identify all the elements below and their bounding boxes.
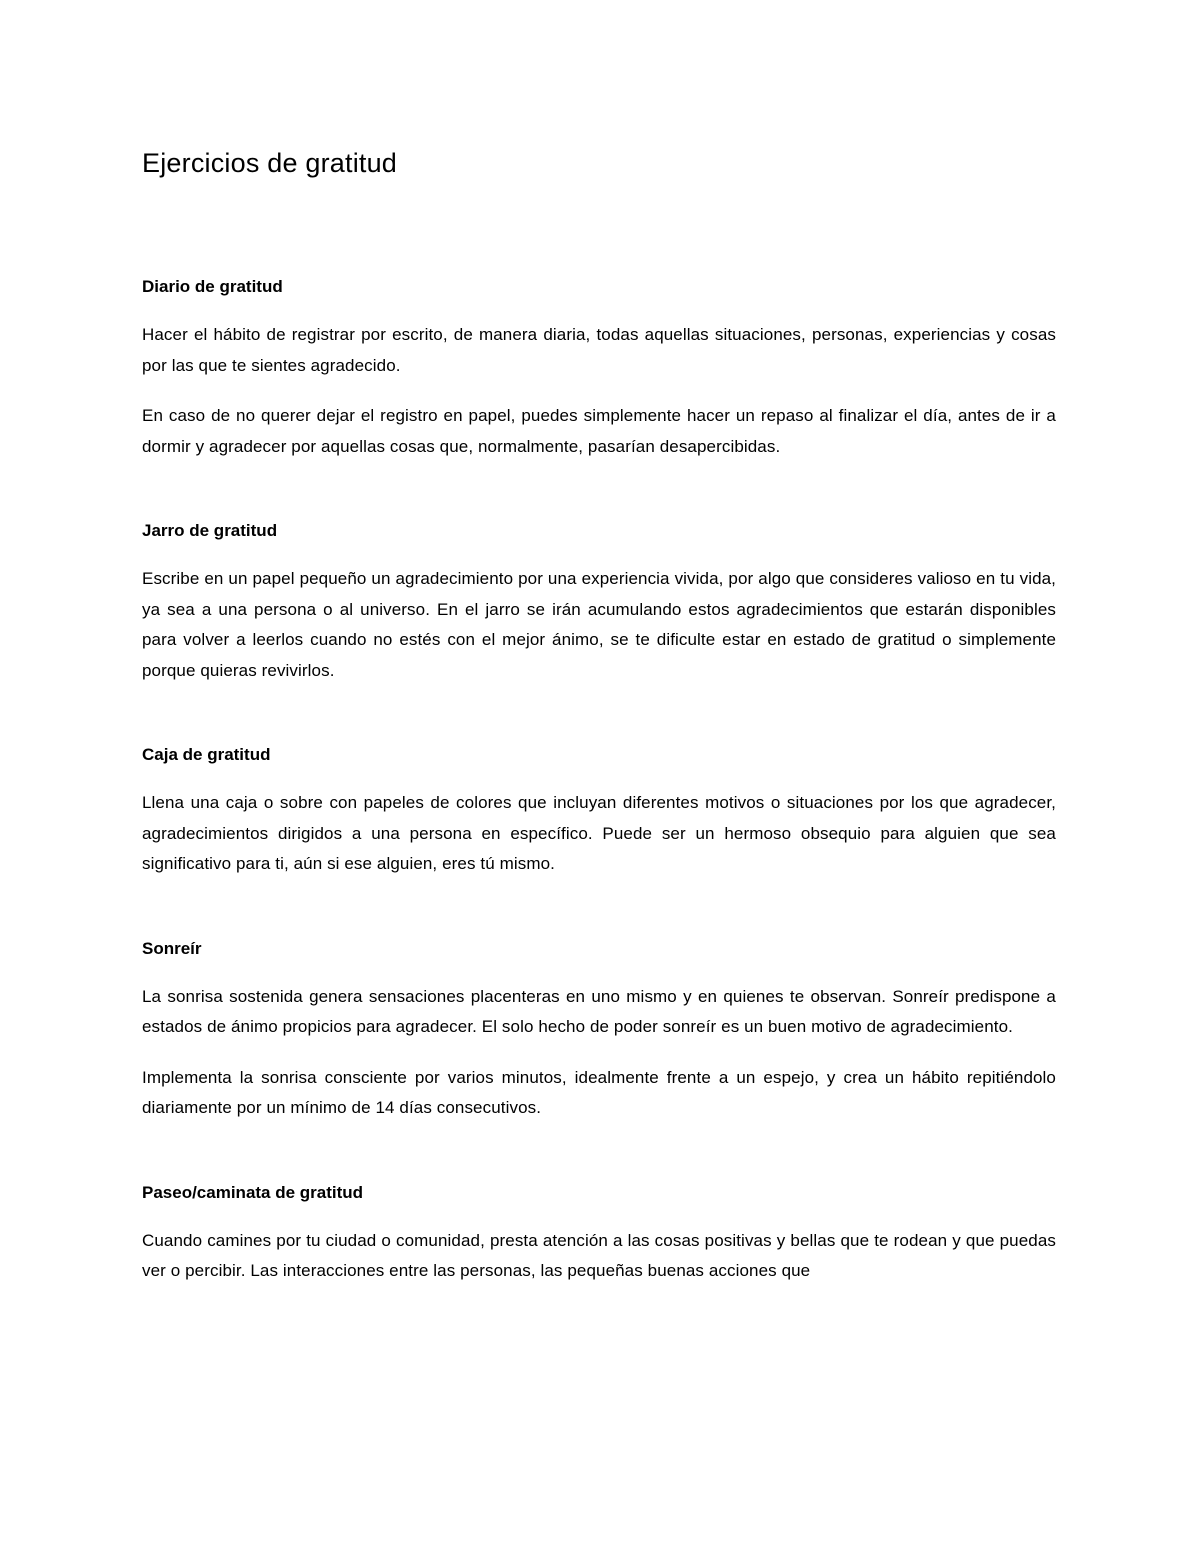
section-paseo <box>142 1180 1056 1287</box>
paragraph: Escribe en un papel pequeño un agradecimiento por una experiencia vivida, por algo que consideres valioso en tu vida, ya sea a una persona o al universo. En el jarro se irán acumulando estos agradecimientos que estarán disponibles para volver a leerlos cuando no estés con el mejor ánimo, se te dificulte estar en estado de gratitud o simplemente porque quieras revivirlos. <box>142 569 1056 680</box>
paragraph: En caso de no querer dejar el registro en papel, puedes simplemente hacer un repaso al finalizar el día, antes de ir a dormir y agradecer por aquellas cosas que, normalmente, pasarían desapercibidas. <box>142 406 1056 456</box>
paragraph: La sonrisa sostenida genera sensaciones placenteras en uno mismo y en quienes te observan. Sonreír predispone a estados de ánimo propicios para agradecer. El solo hecho de poder sonreír es un buen motivo de agradecimiento. <box>142 986 1056 1036</box>
section-sonreir <box>142 936 1056 1124</box>
section-caja <box>142 742 1056 880</box>
paragraph: Hacer el hábito de registrar por escrito, de manera diaria, todas aquellas situaciones, personas, experiencias y cosas por las que te sientes agradecido. <box>142 325 1056 375</box>
section-jarro <box>142 518 1056 686</box>
document-title: Ejercicios de gratitud <box>142 148 398 178</box>
section-diario <box>142 274 1056 462</box>
section-heading: Paseo/caminata de gratitud <box>142 1182 364 1202</box>
paragraph: Implementa la sonrisa consciente por varios minutos, idealmente frente a un espejo, y crea un hábito repitiéndolo diariamente por un mínimo de 14 días consecutivos. <box>142 1067 1056 1117</box>
document-body <box>142 143 1056 1307</box>
section-heading: Sonreír <box>142 938 202 958</box>
section-heading: Jarro de gratitud <box>142 521 278 540</box>
section-heading: Caja de gratitud <box>142 745 271 764</box>
section-heading: Diario de gratitud <box>142 277 283 296</box>
paragraph: Cuando camines por tu ciudad o comunidad, presta atención a las cosas positivas y bellas que te rodean y que puedas ver o percibir. Las interacciones entre las personas, las pequeñas buenas acciones que <box>142 1230 1056 1280</box>
paragraph: Llena una caja o sobre con papeles de colores que incluyan diferentes motivos o situaciones por los que agradecer, agradecimientos dirigidos a una persona en específico. Puede ser un hermoso obsequio para alguien que sea significativo para ti, aún si ese alguien, eres tú mismo. <box>142 793 1056 873</box>
